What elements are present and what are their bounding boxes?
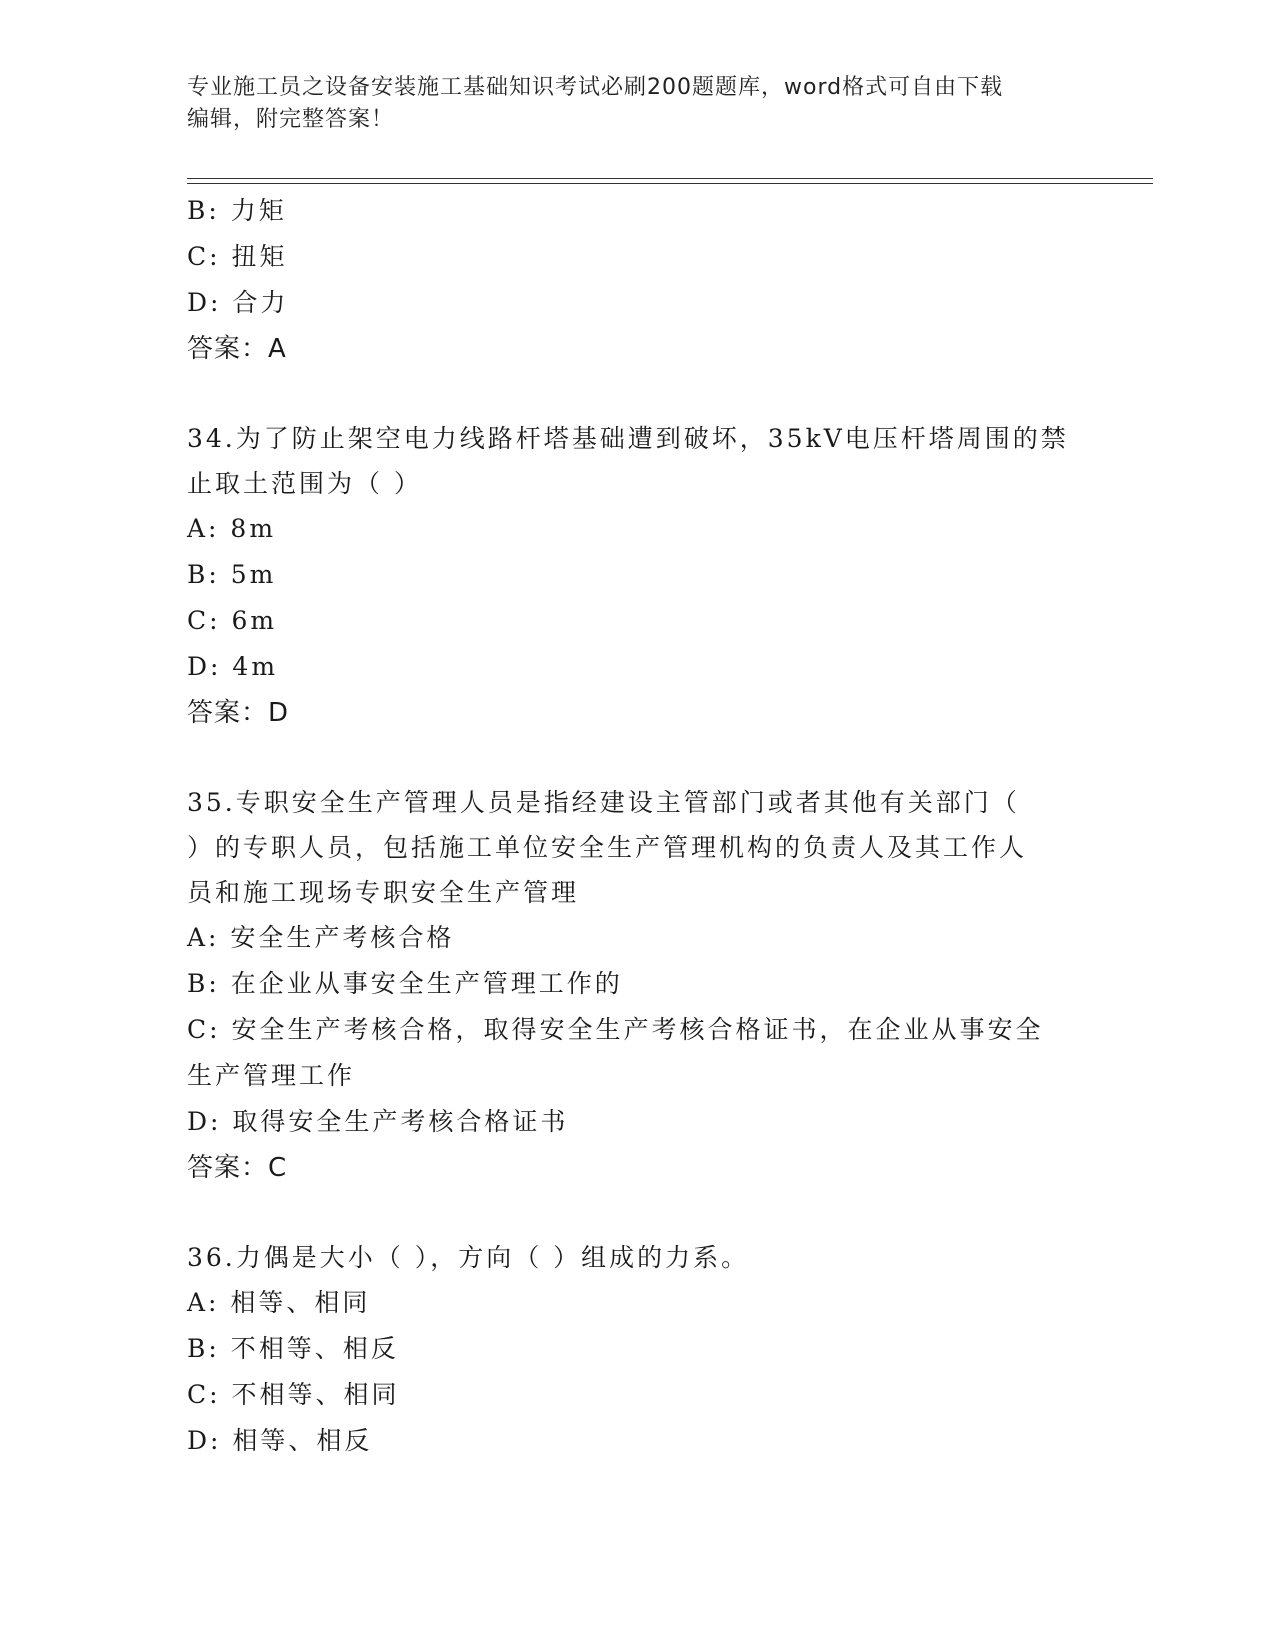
question-text-continued: ）的专职人员，包括施工单位安全生产管理机构的负责人及其工作人	[187, 833, 1028, 862]
question-text-continued: 员和施工现场专职安全生产管理	[187, 878, 580, 907]
option-d: D: 合力	[187, 288, 289, 317]
option-b: B: 在企业从事安全生产管理工作的	[187, 969, 623, 998]
answer-label: 答案：D	[187, 698, 290, 728]
header-line-2: 编辑，附完整答案！	[187, 107, 395, 132]
answer-label: 答案：A	[187, 334, 287, 364]
option-c: C: 6m	[187, 606, 278, 635]
option-b: B: 5m	[187, 560, 277, 589]
document-header	[187, 72, 1077, 136]
option-b: B: 力矩	[187, 196, 287, 225]
question-text-continued: 止取土范围为（ ）	[187, 469, 422, 498]
option-c: C: 安全生产考核合格，取得安全生产考核合格证书，在企业从事安全	[187, 1015, 1044, 1044]
question-35	[187, 780, 1087, 1191]
option-c-continued: 生产管理工作	[187, 1061, 356, 1090]
option-a: A: 8m	[187, 514, 277, 543]
option-a: A: 安全生产考核合格	[187, 923, 455, 952]
option-d: D: 4m	[187, 652, 279, 681]
question-36	[187, 1235, 1087, 1464]
header-divider-top	[187, 178, 1153, 179]
question-text: 35.专职安全生产管理人员是指经建设主管部门或者其他有关部门（	[187, 788, 1020, 817]
answer-label: 答案：C	[187, 1153, 288, 1183]
option-b: B: 不相等、相反	[187, 1334, 399, 1363]
option-d: D: 取得安全生产考核合格证书	[187, 1107, 569, 1136]
question-text: 34.为了防止架空电力线路杆塔基础遭到破坏，35kV电压杆塔周围的禁	[187, 424, 1069, 453]
question-33-tail	[187, 188, 1087, 372]
option-d: D: 相等、相反	[187, 1426, 373, 1455]
header-line-1: 专业施工员之设备安装施工基础知识考试必刷200题题库，word格式可自由下载	[187, 75, 1004, 100]
question-content	[187, 188, 1087, 1464]
option-a: A: 相等、相同	[187, 1288, 371, 1317]
question-text: 36.力偶是大小（ ），方向（ ）组成的力系。	[187, 1243, 750, 1272]
option-c: C: 不相等、相同	[187, 1380, 400, 1409]
question-34	[187, 416, 1087, 736]
option-c: C: 扭矩	[187, 242, 288, 271]
header-divider-bottom	[187, 183, 1153, 184]
